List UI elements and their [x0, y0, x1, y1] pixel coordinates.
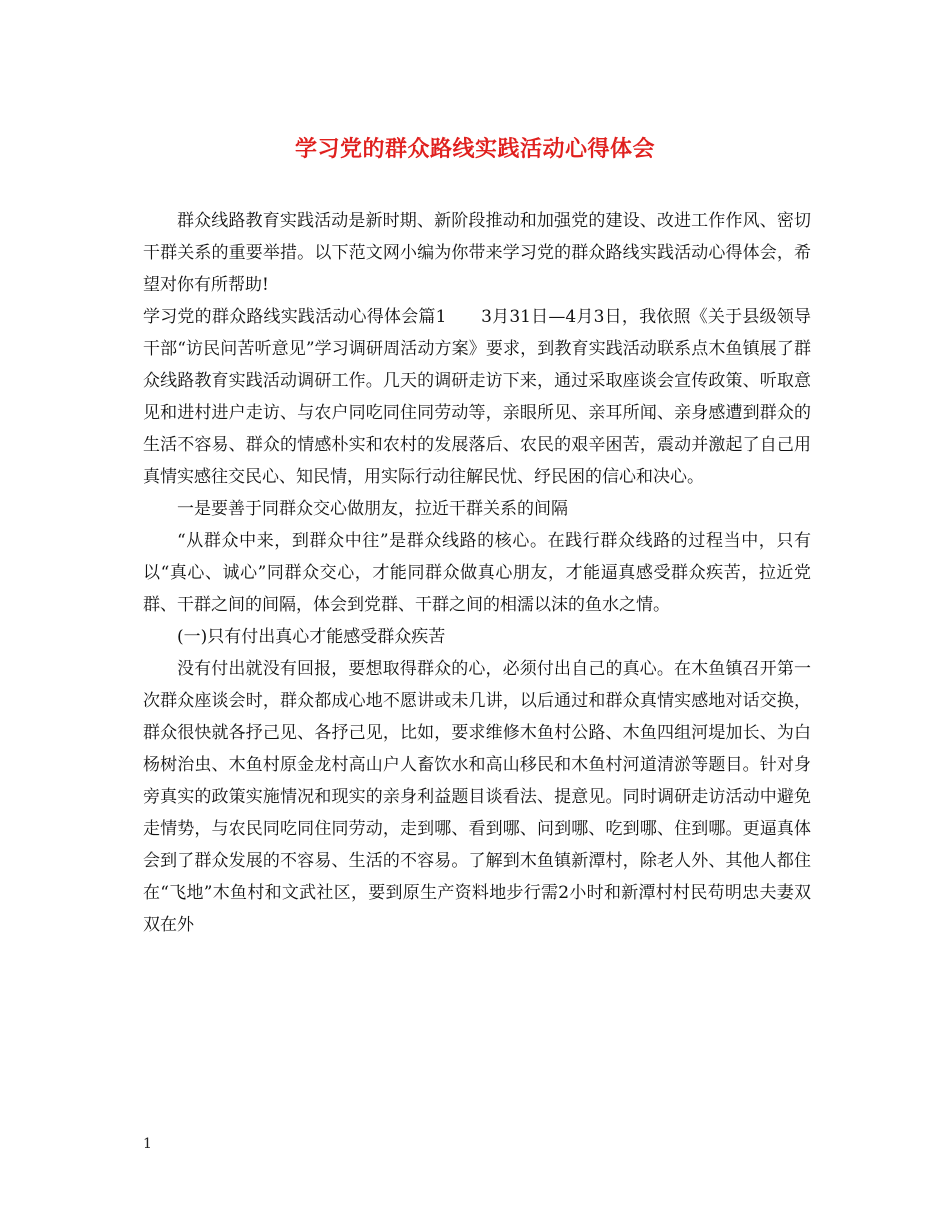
intro-paragraph: 群众线路教育实践活动是新时期、新阶段推动和加强党的建设、改进工作作风、密切干群关系的重要举措。以下范文网小编为你带来学习党的群众路线实践活动心得体会，希望对你有所帮助!: [143, 211, 811, 295]
body-paragraph-2: “从群众中来，到群众中往”是群众线路的核心。在践行群众线路的过程当中，只有以“真心、诚心”同群众交心，才能同群众做真心朋友，才能逼真感受群众疾苦，拉近党群、干群之间的间隔，体会到党群、干群之间的相濡以沫的鱼水之情。: [143, 531, 811, 615]
body-paragraph-3: 没有付出就没有回报，要想取得群众的心，必须付出自己的真心。在木鱼镇召开第一次群众座谈会时，群众都成心地不愿讲或未几讲，以后通过和群众真情实感地对话交换，群众很快就各抒己见、各抒己见，比如，要求维修木鱼村公路、木鱼四组河堤加长、为白杨树治虫、木鱼村原金龙村高山户人畜饮水和高山移民和木鱼村河道清淤等题目。针对身旁真实的政策实施情况和现实的亲身利益题目谈看法、提意见。同时调研走访活动中避免走情势，与农民同吃同住同劳动，走到哪、看到哪、问到哪、吃到哪、住到哪。更逼真体会到了群众发展的不容易、生活的不容易。了解到木鱼镇新潭村，除老人外、其他人都住在“飞地”木鱼村和文武社区，要到原生产资料地步行需2小时和新潭村村民苟明忠夫妻双双在外: [143, 659, 811, 935]
section-heading-1: 一是要善于同群众交心做朋友，拉近干群关系的间隔: [177, 499, 568, 519]
page-number: 1: [143, 1136, 152, 1152]
subsection-heading-1: (一)只有付出真心才能感受群众疾苦: [177, 627, 446, 647]
document-title: 学习党的群众路线实践活动心得体会: [294, 136, 655, 162]
document-body: [143, 205, 811, 941]
article-paragraph-1: 学习党的群众路线实践活动心得体会篇1 3月31日—4月3日，我依照《关于县级领导干部“访民问苦听意见”学习调研周活动方案》要求，到教育实践活动联系点木鱼镇展了群众线路教育实践活动调研工作。几天的调研走访下来，通过采取座谈会宣传政策、听取意见和进村进户走访、与农户同吃同住同劳动等，亲眼所见、亲耳所闻、亲身感遭到群众的生活不容易、群众的情感朴实和农村的发展落后、农民的艰辛困苦，震动并激起了自己用真情实感往交民心、知民情，用实际行动往解民忧、纾民困的信心和决心。: [143, 307, 811, 487]
